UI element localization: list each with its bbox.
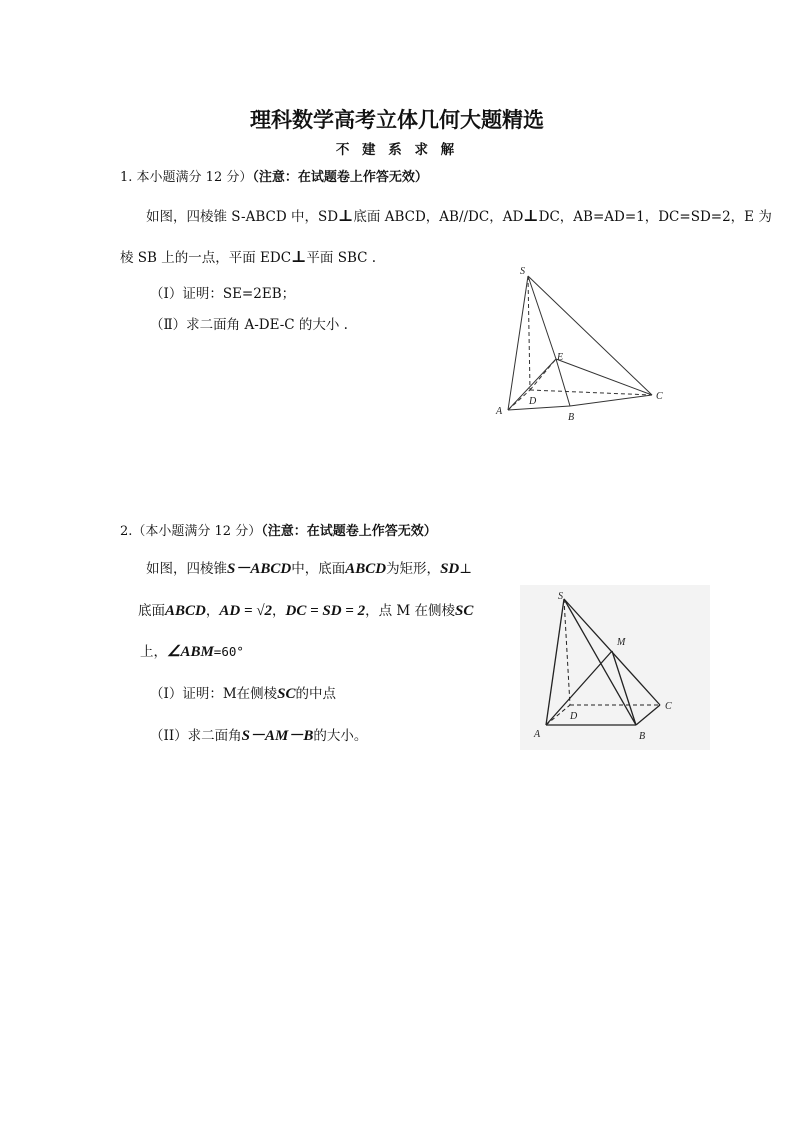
q2-line1	[146, 557, 472, 578]
q1-body2-a: 棱 SB 上的一点，平面 EDC	[120, 250, 292, 266]
q2-l2-a: 底面	[138, 603, 165, 619]
edge-DC	[530, 390, 652, 395]
q2-l1-c: 为矩形，	[386, 561, 441, 577]
q2-expr-dc-sd: DC = SD = 2	[285, 603, 366, 619]
label-C: C	[665, 701, 672, 712]
q1-body2-b: 平面 SBC .	[306, 250, 377, 266]
label-D: D	[529, 396, 537, 407]
q2-l2-b: ，	[205, 603, 220, 619]
perp-symbol: ⊥	[291, 247, 307, 266]
q1-number: 1. 本小题满分 12 分）	[120, 170, 253, 185]
edge-SD	[528, 276, 530, 390]
q2-expr-s-abcd: S－ABCD	[227, 561, 292, 577]
label-S: S	[520, 266, 525, 277]
q2-l3-a: 上，	[140, 644, 167, 660]
q1-header	[120, 166, 428, 185]
label-E: E	[557, 352, 564, 363]
q2-expr-abcd-2: ABCD	[165, 603, 206, 619]
label-M: M	[617, 637, 626, 648]
q2-expr-angle-abm: ∠ABM	[167, 644, 214, 660]
q1-body-c: DC，AB=AD=1，DC=SD=2，E 为	[538, 209, 772, 225]
q2-part1-expr: SC	[277, 686, 296, 702]
label-A: A	[496, 406, 503, 417]
label-B: B	[568, 412, 575, 423]
q2-expr-sc: SC	[455, 603, 474, 619]
q2-perp: ⊥	[459, 561, 472, 577]
label-A: A	[534, 729, 541, 740]
edge-SC	[528, 276, 652, 395]
page-subtitle: 不 建 系 求 解	[335, 142, 459, 158]
edge-AB	[508, 406, 570, 410]
q2-pyramid-figure	[520, 585, 710, 750]
q2-expr-ad: AD = √2	[219, 603, 272, 619]
q1-body-line1	[146, 205, 772, 225]
perp-symbol: ⊥	[338, 206, 354, 225]
q2-part1	[150, 682, 336, 703]
q2-l2-c: ，	[271, 603, 286, 619]
q2-l3-b: =60°	[213, 644, 244, 659]
edge-EC	[556, 359, 652, 395]
q2-part2-a: （II）求二面角	[150, 728, 242, 744]
q2-expr-abcd: ABCD	[345, 561, 387, 577]
q1-note: （注意：在试题卷上作答无效）	[252, 170, 428, 185]
label-S: S	[558, 591, 563, 602]
edge-SB	[528, 276, 556, 359]
q2-part2	[150, 724, 367, 745]
q2-l1-a: 如图，四棱锥	[146, 561, 227, 577]
q1-part1: （Ⅰ）证明：SE=2EB；	[150, 286, 296, 302]
q2-line2	[138, 599, 473, 620]
q2-part1-b: 的中点	[295, 686, 337, 702]
q2-header	[120, 520, 437, 539]
q2-number: 2.（本小题满分 12 分）	[120, 524, 262, 539]
q1-part2: （Ⅱ）求二面角 A-DE-C 的大小 .	[150, 317, 348, 333]
edge-BC	[570, 395, 652, 406]
label-D: D	[570, 711, 578, 722]
q1-body-line2	[120, 246, 376, 266]
q2-line3	[140, 640, 244, 661]
edge-EB	[556, 359, 570, 406]
q2-l1-b: 中，底面	[291, 561, 346, 577]
q1-pyramid-figure	[490, 262, 680, 427]
q2-part2-expr: S－AM－B	[241, 728, 314, 744]
label-C: C	[656, 391, 663, 402]
edge-SA	[508, 276, 528, 410]
q2-l2-d: ，点 M 在侧棱	[365, 603, 455, 619]
q2-expr-sd: SD	[440, 561, 460, 577]
q2-part2-b: 的大小。	[313, 728, 368, 744]
q2-part1-a: （I）证明：M在侧棱	[150, 686, 278, 702]
label-B: B	[639, 731, 646, 742]
page-title: 理科数学高考立体几何大题精选	[250, 107, 544, 132]
q1-body-b: 底面 ABCD，AB//DC，AD	[353, 209, 524, 225]
q1-body-a: 如图，四棱锥 S-ABCD 中，SD	[146, 209, 339, 225]
q2-note: （注意：在试题卷上作答无效）	[261, 524, 437, 539]
perp-symbol: ⊥	[523, 206, 539, 225]
